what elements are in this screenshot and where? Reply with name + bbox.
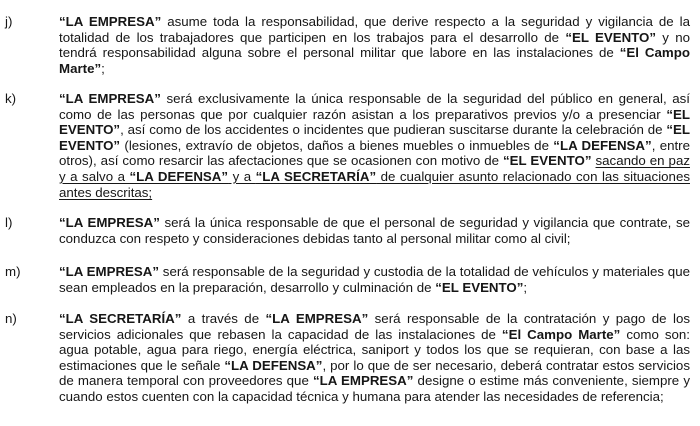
bold-term: “LA EMPRESA” xyxy=(59,215,160,230)
bold-term: “LA EMPRESA” xyxy=(265,311,369,326)
clause-text xyxy=(59,264,690,295)
text-run: será responsable de la seguridad y custodia de la totalidad de vehículos y materiales que sean empleados en la preparación, desarrollo y culminación de xyxy=(59,264,690,295)
clause-marker: m) xyxy=(5,264,21,279)
clause-paragraph xyxy=(59,264,690,295)
bold-term: “EL EVENTO” xyxy=(565,29,657,45)
clause-marker: j) xyxy=(5,14,13,29)
bold-term: “LA DEFENSA” xyxy=(224,357,323,373)
clause-marker: l) xyxy=(5,215,13,230)
bold-term: “LA EMPRESA” xyxy=(59,264,160,279)
bold-term: “LA DEFENSA” xyxy=(129,168,229,184)
clause-text xyxy=(59,14,690,76)
text-run: y no tendrá responsabilidad alguna sobre el personal militar que labore en las instalaciones de xyxy=(59,29,690,61)
text-run: , por lo que de ser necesario, deberá contratar estos servicios de manera temporal con proveedores que xyxy=(59,357,690,389)
bold-term: “LA EMPRESA” xyxy=(312,373,414,389)
bold-term: “EL EVENTO” xyxy=(435,279,524,295)
text-run: a través de xyxy=(181,311,266,326)
clause-paragraph xyxy=(59,215,690,246)
clause-paragraph xyxy=(59,311,690,405)
clause-paragraph xyxy=(59,14,690,76)
bold-term: “EL EVENTO” xyxy=(59,122,690,153)
clause-text xyxy=(59,311,690,405)
text-run: sacando en paz y a salvo a xyxy=(59,153,690,184)
text-run: (lesiones, extravío de objetos, daños a bienes muebles o inmuebles de xyxy=(120,137,554,153)
text-run: como son: agua potable, agua para riego, energía eléctrica, saniport y todos los que se requieran, con base a las estimaciones que le señale xyxy=(59,326,690,373)
text-run: , entre otros), así como resarcir las afectaciones que se ocasionen con motivo de xyxy=(59,137,691,169)
clause-marker: n) xyxy=(5,311,17,326)
bold-term: “LA SECRETARÍA” xyxy=(59,311,182,326)
bold-term: “LA EMPRESA” xyxy=(59,91,161,106)
text-run: será responsable de la contratación y pago de los servicios adicionales que rebasen la capacidad de las instalaciones de xyxy=(59,311,690,342)
text-run: , así como de los accidentes o incidentes que pudieran suscitarse durante la celebración de xyxy=(120,122,667,138)
bold-term: “El Campo Marte” xyxy=(59,45,690,76)
text-run: ; xyxy=(101,60,105,76)
clause-text xyxy=(59,215,690,246)
bold-term: “LA SECRETARÍA” xyxy=(255,168,377,184)
bold-term: “LA DEFENSA” xyxy=(553,137,652,153)
text-run: ; xyxy=(523,279,528,295)
bold-term: “EL EVENTO” xyxy=(59,106,690,138)
bold-term: “LA EMPRESA” xyxy=(59,14,162,29)
text-run: y a xyxy=(228,168,256,184)
text-run: será la única responsable de que el personal de seguridad y vigilancia que contrate, se conduzca con respeto y consideraciones debidas tanto al personal militar como al civil; xyxy=(59,215,690,246)
text-run: asume toda la responsabilidad, que derive respecto a la seguridad y vigilancia de la totalidad de los trabajadores que participen en los trabajos para el desarrollo de xyxy=(59,14,690,45)
clause-paragraph xyxy=(59,91,690,200)
text-run: de cualquier asunto relacionado con las situaciones antes descritas; xyxy=(59,168,690,200)
bold-term: “EL EVENTO” xyxy=(503,153,592,169)
clause-marker: k) xyxy=(5,91,17,106)
text-run: designe o estime más conveniente, siempre y cuando estos cuenten con la capacidad técnica y humana para atender las necesidades de referencia; xyxy=(59,373,690,404)
text-run: será exclusivamente la única responsable de la seguridad del público en general, así como de las personas que por cualquier razón asistan a los preparativos previos y/o a presenciar xyxy=(59,91,690,122)
bold-term: “El Campo Marte” xyxy=(501,326,621,342)
clause-text xyxy=(59,91,690,200)
